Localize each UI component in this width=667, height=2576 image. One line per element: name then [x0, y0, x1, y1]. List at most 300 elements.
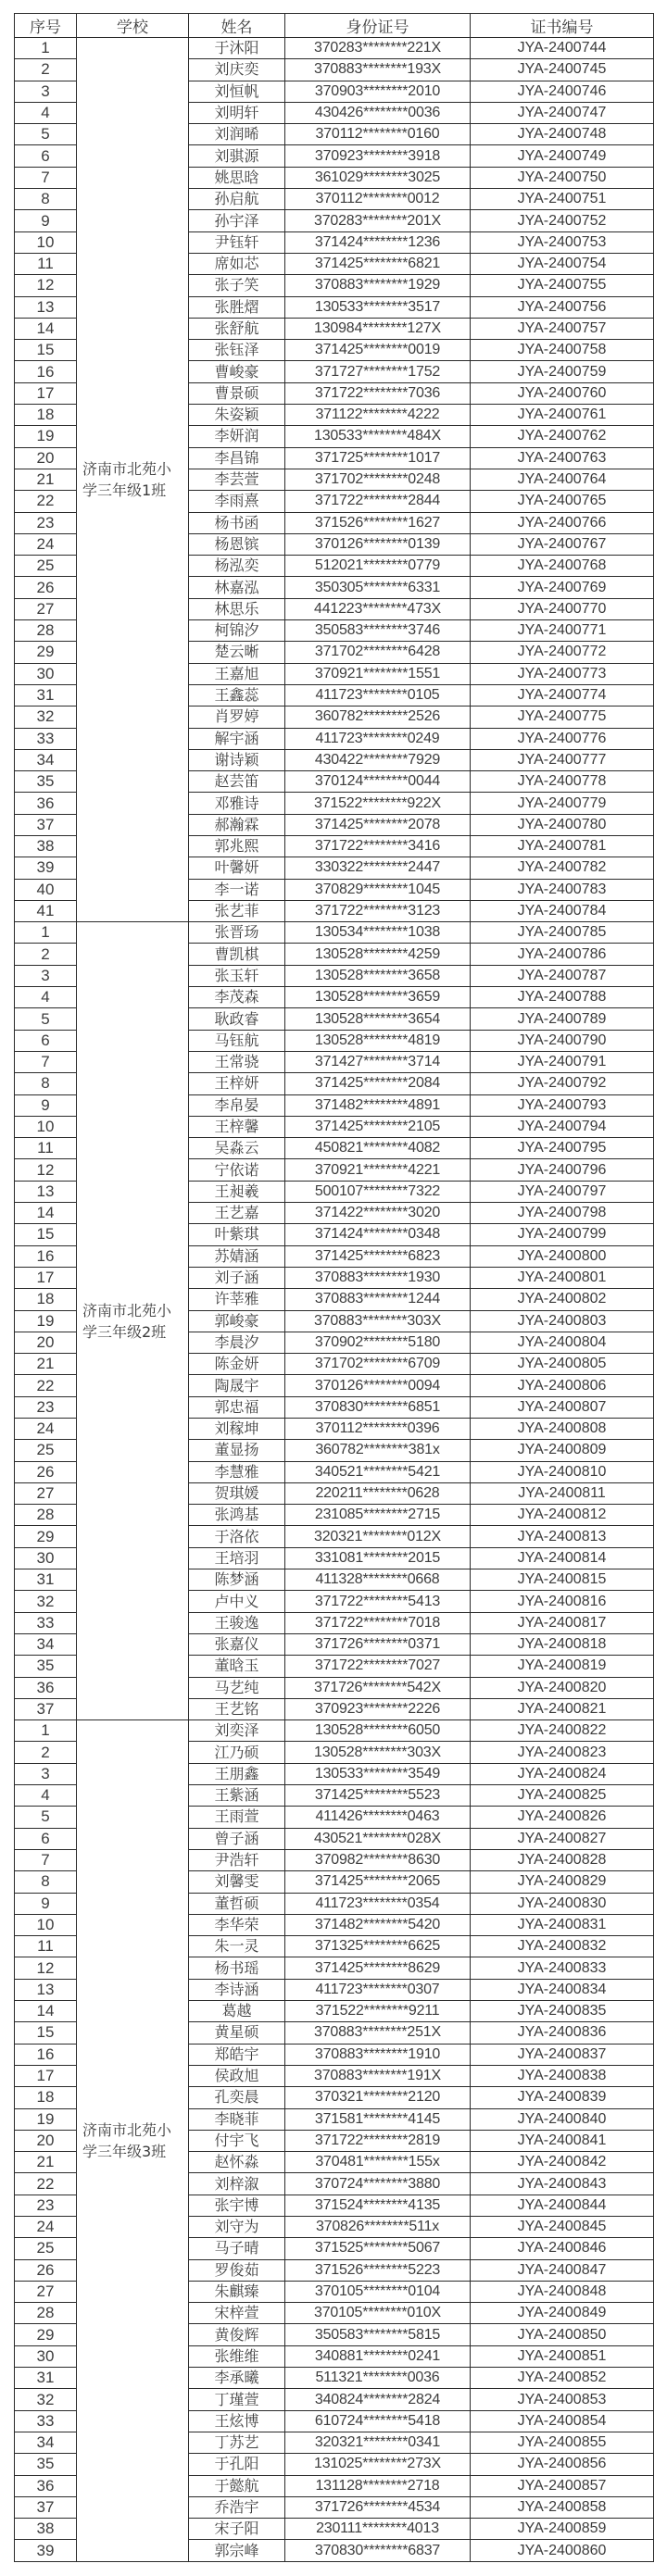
cell-id-number: 340881********0241 — [285, 2345, 471, 2367]
cell-name: 王常骁 — [189, 1051, 285, 1072]
cell-seq: 11 — [15, 1138, 77, 1159]
cell-cert-number: JYA-2400818 — [471, 1633, 654, 1655]
cell-name: 郭峻豪 — [189, 1310, 285, 1332]
cell-seq: 25 — [15, 2238, 77, 2259]
cell-cert-number: JYA-2400779 — [471, 793, 654, 814]
cell-seq: 16 — [15, 1245, 77, 1267]
cell-cert-number: JYA-2400810 — [471, 1461, 654, 1482]
header-seq: 序号 — [15, 14, 77, 38]
cell-name: 孙启航 — [189, 189, 285, 210]
cell-seq: 22 — [15, 2173, 77, 2195]
certificate-roster-sheet — [14, 13, 653, 2562]
cell-id-number: 220211********0628 — [285, 1482, 471, 1504]
table-row — [15, 1720, 654, 1742]
cell-id-number: 370724********3880 — [285, 2173, 471, 2195]
cell-name: 刘恒帆 — [189, 81, 285, 102]
cell-id-number: 370902********5180 — [285, 1332, 471, 1353]
cell-id-number: 371425********2078 — [285, 814, 471, 835]
cell-seq: 19 — [15, 2108, 77, 2130]
cell-cert-number: JYA-2400780 — [471, 814, 654, 835]
cell-seq: 13 — [15, 1979, 77, 2000]
cell-id-number: 130534********1038 — [285, 922, 471, 944]
cell-seq: 22 — [15, 491, 77, 512]
cell-id-number: 340521********5421 — [285, 1461, 471, 1482]
cell-name: 王梓妍 — [189, 1073, 285, 1094]
cell-name: 刘馨雯 — [189, 1871, 285, 1893]
cell-name: 李昌锦 — [189, 447, 285, 469]
cell-name: 黄俊辉 — [189, 2324, 285, 2345]
cell-seq: 32 — [15, 2389, 77, 2410]
cell-seq: 14 — [15, 2001, 77, 2022]
cell-name: 耿政睿 — [189, 1008, 285, 1030]
cell-cert-number: JYA-2400814 — [471, 1547, 654, 1569]
cell-id-number: 330322********2447 — [285, 857, 471, 879]
cell-id-number: 371425********2065 — [285, 1871, 471, 1893]
cell-id-number: 370883********1910 — [285, 2044, 471, 2065]
cell-id-number: 370883********1930 — [285, 1267, 471, 1288]
cell-seq: 23 — [15, 512, 77, 533]
cell-id-number: 320321********0341 — [285, 2432, 471, 2453]
cell-seq: 11 — [15, 253, 77, 274]
cell-name: 许莘雅 — [189, 1289, 285, 1310]
cell-id-number: 371425********5523 — [285, 1785, 471, 1807]
cell-name: 陈梦涵 — [189, 1569, 285, 1591]
cell-cert-number: JYA-2400829 — [471, 1871, 654, 1893]
cell-cert-number: JYA-2400782 — [471, 857, 654, 879]
cell-seq: 2 — [15, 1742, 77, 1763]
cell-id-number: 370923********2226 — [285, 1698, 471, 1719]
cell-seq: 5 — [15, 1008, 77, 1030]
cell-cert-number: JYA-2400757 — [471, 318, 654, 339]
cell-name: 曾子涵 — [189, 1828, 285, 1849]
cell-seq: 40 — [15, 879, 77, 900]
cell-seq: 21 — [15, 1354, 77, 1375]
cell-cert-number: JYA-2400765 — [471, 491, 654, 512]
cell-cert-number: JYA-2400827 — [471, 1828, 654, 1849]
cell-seq: 28 — [15, 620, 77, 642]
cell-name: 李诗涵 — [189, 1979, 285, 2000]
cell-name: 姚思晗 — [189, 167, 285, 188]
cell-seq: 14 — [15, 1203, 77, 1224]
cell-seq: 32 — [15, 1591, 77, 1612]
cell-cert-number: JYA-2400764 — [471, 469, 654, 490]
cell-name: 吴淼云 — [189, 1138, 285, 1159]
table-row — [15, 38, 654, 59]
cell-id-number: 371722********3123 — [285, 900, 471, 921]
cell-name: 林思乐 — [189, 598, 285, 619]
cell-cert-number: JYA-2400804 — [471, 1332, 654, 1353]
cell-seq: 29 — [15, 1526, 77, 1547]
cell-seq: 8 — [15, 189, 77, 210]
cell-seq: 8 — [15, 1871, 77, 1893]
cell-id-number: 370883********1929 — [285, 275, 471, 296]
cell-name: 王培羽 — [189, 1547, 285, 1569]
cell-name: 张胜熠 — [189, 296, 285, 318]
cell-seq: 23 — [15, 1396, 77, 1418]
cell-cert-number: JYA-2400781 — [471, 835, 654, 857]
cell-cert-number: JYA-2400816 — [471, 1591, 654, 1612]
cell-cert-number: JYA-2400771 — [471, 620, 654, 642]
cell-school-merged: 济南市北苑小学三年级3班 — [77, 1720, 189, 2562]
cell-seq: 16 — [15, 2044, 77, 2065]
cell-seq: 21 — [15, 2152, 77, 2173]
cell-cert-number: JYA-2400777 — [471, 749, 654, 770]
cell-seq: 20 — [15, 2130, 77, 2151]
cell-id-number: 131128********2718 — [285, 2475, 471, 2496]
cell-name: 丁苏艺 — [189, 2432, 285, 2453]
cell-seq: 26 — [15, 1461, 77, 1482]
cell-id-number: 350305********6331 — [285, 577, 471, 598]
cell-seq: 38 — [15, 2519, 77, 2540]
cell-id-number: 370105********0104 — [285, 2281, 471, 2302]
cell-cert-number: JYA-2400799 — [471, 1224, 654, 1245]
cell-cert-number: JYA-2400851 — [471, 2345, 654, 2367]
cell-seq: 6 — [15, 145, 77, 167]
cell-cert-number: JYA-2400854 — [471, 2410, 654, 2432]
cell-cert-number: JYA-2400803 — [471, 1310, 654, 1332]
cell-cert-number: JYA-2400819 — [471, 1656, 654, 1677]
cell-name: 王朋鑫 — [189, 1763, 285, 1784]
cell-name: 宁依诺 — [189, 1159, 285, 1181]
cell-id-number: 411723********0307 — [285, 1979, 471, 2000]
cell-id-number: 371524********4135 — [285, 2195, 471, 2216]
cell-id-number: 371425********6821 — [285, 253, 471, 274]
cell-seq: 1 — [15, 1720, 77, 1742]
cell-seq: 3 — [15, 965, 77, 986]
cell-id-number: 370883********1244 — [285, 1289, 471, 1310]
cell-seq: 18 — [15, 405, 77, 426]
cell-name: 李慧雅 — [189, 1461, 285, 1482]
cell-id-number: 371424********1236 — [285, 231, 471, 253]
cell-id-number: 370903********2010 — [285, 81, 471, 102]
cell-id-number: 371702********6709 — [285, 1354, 471, 1375]
cell-seq: 11 — [15, 1936, 77, 1957]
cell-id-number: 411426********0463 — [285, 1807, 471, 1828]
cell-name: 张玉轩 — [189, 965, 285, 986]
cell-seq: 15 — [15, 1224, 77, 1245]
cell-id-number: 130528********303X — [285, 1742, 471, 1763]
cell-cert-number: JYA-2400747 — [471, 102, 654, 123]
cell-id-number: 370883********251X — [285, 2022, 471, 2044]
cell-name: 王骏逸 — [189, 1612, 285, 1633]
cell-cert-number: JYA-2400843 — [471, 2173, 654, 2195]
cell-school-merged: 济南市北苑小学三年级1班 — [77, 38, 189, 922]
cell-seq: 24 — [15, 2216, 77, 2237]
cell-name: 李妍润 — [189, 426, 285, 447]
cell-cert-number: JYA-2400836 — [471, 2022, 654, 2044]
cell-name: 葛越 — [189, 2001, 285, 2022]
cell-cert-number: JYA-2400811 — [471, 1482, 654, 1504]
cell-seq: 33 — [15, 1612, 77, 1633]
cell-seq: 7 — [15, 1051, 77, 1072]
header-row — [15, 14, 654, 38]
cell-cert-number: JYA-2400844 — [471, 2195, 654, 2216]
cell-cert-number: JYA-2400821 — [471, 1698, 654, 1719]
cell-name: 赵芸笛 — [189, 771, 285, 793]
cell-seq: 29 — [15, 2324, 77, 2345]
cell-cert-number: JYA-2400800 — [471, 1245, 654, 1267]
cell-seq: 8 — [15, 1073, 77, 1094]
cell-seq: 27 — [15, 598, 77, 619]
cell-seq: 33 — [15, 728, 77, 749]
cell-id-number: 370112********0160 — [285, 124, 471, 145]
cell-cert-number: JYA-2400748 — [471, 124, 654, 145]
cell-seq: 15 — [15, 2022, 77, 2044]
cell-id-number: 371726********4534 — [285, 2496, 471, 2518]
cell-name: 刘奕泽 — [189, 1720, 285, 1742]
cell-name: 刘骐源 — [189, 145, 285, 167]
cell-cert-number: JYA-2400752 — [471, 210, 654, 231]
cell-seq: 28 — [15, 2303, 77, 2324]
cell-name: 叶馨妍 — [189, 857, 285, 879]
cell-cert-number: JYA-2400802 — [471, 1289, 654, 1310]
cell-name: 曹景硕 — [189, 382, 285, 404]
cell-name: 杨书瑶 — [189, 1957, 285, 1979]
cell-seq: 20 — [15, 447, 77, 469]
cell-name: 李一诺 — [189, 879, 285, 900]
cell-name: 郭兆熙 — [189, 835, 285, 857]
cell-seq: 32 — [15, 707, 77, 728]
cell-cert-number: JYA-2400823 — [471, 1742, 654, 1763]
cell-seq: 31 — [15, 684, 77, 706]
cell-id-number: 360782********381x — [285, 1440, 471, 1461]
cell-name: 李雨熹 — [189, 491, 285, 512]
cell-name: 杨恩镔 — [189, 533, 285, 555]
cell-cert-number: JYA-2400813 — [471, 1526, 654, 1547]
cell-name: 孙宇泽 — [189, 210, 285, 231]
cell-name: 席如芯 — [189, 253, 285, 274]
cell-id-number: 370826********511x — [285, 2216, 471, 2237]
cell-id-number: 130984********127X — [285, 318, 471, 339]
cell-id-number: 131025********273X — [285, 2454, 471, 2475]
cell-id-number: 371702********6428 — [285, 642, 471, 663]
cell-seq: 30 — [15, 1547, 77, 1569]
cell-id-number: 371425********2084 — [285, 1073, 471, 1094]
cell-cert-number: JYA-2400860 — [471, 2540, 654, 2561]
cell-name: 李晓菲 — [189, 2108, 285, 2130]
cell-seq: 25 — [15, 556, 77, 577]
cell-seq: 2 — [15, 944, 77, 965]
cell-cert-number: JYA-2400761 — [471, 405, 654, 426]
cell-name: 马子晴 — [189, 2238, 285, 2259]
cell-name: 曹凯棋 — [189, 944, 285, 965]
cell-name: 于沐阳 — [189, 38, 285, 59]
cell-cert-number: JYA-2400855 — [471, 2432, 654, 2453]
cell-seq: 15 — [15, 340, 77, 361]
cell-cert-number: JYA-2400798 — [471, 1203, 654, 1224]
cell-id-number: 370883********303X — [285, 1310, 471, 1332]
cell-seq: 13 — [15, 296, 77, 318]
cell-seq: 35 — [15, 1656, 77, 1677]
cell-id-number: 371725********1017 — [285, 447, 471, 469]
cell-id-number: 130533********3549 — [285, 1763, 471, 1784]
cell-id-number: 371722********2844 — [285, 491, 471, 512]
cell-id-number: 130533********484X — [285, 426, 471, 447]
cell-name: 张艺菲 — [189, 900, 285, 921]
cell-id-number: 130528********3654 — [285, 1008, 471, 1030]
cell-name: 张嘉仪 — [189, 1633, 285, 1655]
cell-seq: 36 — [15, 793, 77, 814]
cell-seq: 12 — [15, 1159, 77, 1181]
cell-name: 董晗玉 — [189, 1656, 285, 1677]
cell-id-number: 512021********0779 — [285, 556, 471, 577]
cell-cert-number: JYA-2400789 — [471, 1008, 654, 1030]
cell-cert-number: JYA-2400848 — [471, 2281, 654, 2302]
cell-seq: 17 — [15, 2065, 77, 2086]
cell-seq: 10 — [15, 231, 77, 253]
cell-name: 柯锦汐 — [189, 620, 285, 642]
cell-id-number: 370830********6851 — [285, 1396, 471, 1418]
cell-seq: 6 — [15, 1828, 77, 1849]
cell-cert-number: JYA-2400832 — [471, 1936, 654, 1957]
cell-seq: 34 — [15, 749, 77, 770]
cell-id-number: 360782********2526 — [285, 707, 471, 728]
cell-id-number: 370883********193X — [285, 59, 471, 81]
cell-id-number: 371722********3416 — [285, 835, 471, 857]
cell-name: 李晨汐 — [189, 1332, 285, 1353]
cell-seq: 1 — [15, 922, 77, 944]
cell-seq: 35 — [15, 2454, 77, 2475]
cell-cert-number: JYA-2400850 — [471, 2324, 654, 2345]
cell-name: 刘庆奕 — [189, 59, 285, 81]
cell-name: 张晋玚 — [189, 922, 285, 944]
cell-id-number: 361029********3025 — [285, 167, 471, 188]
cell-id-number: 430521********028X — [285, 1828, 471, 1849]
cell-cert-number: JYA-2400801 — [471, 1267, 654, 1288]
cell-name: 王艺嘉 — [189, 1203, 285, 1224]
cell-seq: 39 — [15, 2540, 77, 2561]
cell-seq: 22 — [15, 1375, 77, 1396]
cell-cert-number: JYA-2400776 — [471, 728, 654, 749]
cell-id-number: 371422********3020 — [285, 1203, 471, 1224]
cell-id-number: 340824********2824 — [285, 2389, 471, 2410]
cell-id-number: 371702********0248 — [285, 469, 471, 490]
cell-id-number: 130528********3659 — [285, 987, 471, 1008]
cell-cert-number: JYA-2400749 — [471, 145, 654, 167]
cell-id-number: 320321********012X — [285, 1526, 471, 1547]
cell-id-number: 130533********3517 — [285, 296, 471, 318]
cell-id-number: 370126********0139 — [285, 533, 471, 555]
cell-name: 马艺纯 — [189, 1677, 285, 1698]
cell-id-number: 371722********2819 — [285, 2130, 471, 2151]
cell-seq: 37 — [15, 1698, 77, 1719]
cell-name: 孔奕晨 — [189, 2087, 285, 2108]
cell-id-number: 331081********2015 — [285, 1547, 471, 1569]
cell-cert-number: JYA-2400857 — [471, 2475, 654, 2496]
cell-id-number: 371526********1627 — [285, 512, 471, 533]
cell-name: 谢诗颖 — [189, 749, 285, 770]
header-id-number: 身份证号 — [285, 14, 471, 38]
cell-seq: 25 — [15, 1440, 77, 1461]
cell-cert-number: JYA-2400837 — [471, 2044, 654, 2065]
cell-name: 付宇飞 — [189, 2130, 285, 2151]
cell-cert-number: JYA-2400826 — [471, 1807, 654, 1828]
cell-name: 刘明轩 — [189, 102, 285, 123]
cell-id-number: 371425********2105 — [285, 1116, 471, 1137]
cell-seq: 31 — [15, 2368, 77, 2389]
cell-id-number: 371425********6823 — [285, 1245, 471, 1267]
cell-cert-number: JYA-2400820 — [471, 1677, 654, 1698]
cell-cert-number: JYA-2400774 — [471, 684, 654, 706]
cell-id-number: 371726********0371 — [285, 1633, 471, 1655]
cell-id-number: 370921********1551 — [285, 663, 471, 684]
cell-seq: 24 — [15, 533, 77, 555]
cell-name: 林嘉泓 — [189, 577, 285, 598]
cell-id-number: 411328********0668 — [285, 1569, 471, 1591]
cell-cert-number: JYA-2400817 — [471, 1612, 654, 1633]
cell-seq: 19 — [15, 1310, 77, 1332]
cell-id-number: 370112********0012 — [285, 189, 471, 210]
cell-id-number: 450821********4082 — [285, 1138, 471, 1159]
cell-name: 苏婧涵 — [189, 1245, 285, 1267]
cell-cert-number: JYA-2400755 — [471, 275, 654, 296]
cell-id-number: 430422********7929 — [285, 749, 471, 770]
cell-cert-number: JYA-2400807 — [471, 1396, 654, 1418]
header-cert-number: 证书编号 — [471, 14, 654, 38]
cell-id-number: 370124********0044 — [285, 771, 471, 793]
cell-cert-number: JYA-2400762 — [471, 426, 654, 447]
cell-name: 杨书函 — [189, 512, 285, 533]
cell-name: 于懿航 — [189, 2475, 285, 2496]
cell-id-number: 500107********7322 — [285, 1181, 471, 1202]
cell-name: 王炫博 — [189, 2410, 285, 2432]
cell-cert-number: JYA-2400769 — [471, 577, 654, 598]
cell-cert-number: JYA-2400754 — [471, 253, 654, 274]
cell-id-number: 350583********5815 — [285, 2324, 471, 2345]
cell-name: 陈金妍 — [189, 1354, 285, 1375]
cell-id-number: 371325********6625 — [285, 1936, 471, 1957]
cell-seq: 6 — [15, 1030, 77, 1051]
cell-seq: 21 — [15, 469, 77, 490]
cell-id-number: 370883********191X — [285, 2065, 471, 2086]
cell-name: 张维维 — [189, 2345, 285, 2367]
cell-name: 郭宗峰 — [189, 2540, 285, 2561]
cell-id-number: 511321********0036 — [285, 2368, 471, 2389]
cell-name: 朱一灵 — [189, 1936, 285, 1957]
cell-cert-number: JYA-2400838 — [471, 2065, 654, 2086]
cell-name: 王梓馨 — [189, 1116, 285, 1137]
cell-name: 王紫涵 — [189, 1785, 285, 1807]
cell-name: 尹钰轩 — [189, 231, 285, 253]
header-school: 学校 — [77, 14, 189, 38]
cell-cert-number: JYA-2400834 — [471, 1979, 654, 2000]
cell-id-number: 371726********542X — [285, 1677, 471, 1698]
cell-seq: 12 — [15, 1957, 77, 1979]
cell-seq: 18 — [15, 1289, 77, 1310]
cell-seq: 24 — [15, 1419, 77, 1440]
cell-id-number: 371581********4145 — [285, 2108, 471, 2130]
cell-seq: 38 — [15, 835, 77, 857]
cell-name: 王鑫蕊 — [189, 684, 285, 706]
cell-cert-number: JYA-2400772 — [471, 642, 654, 663]
cell-seq: 26 — [15, 2259, 77, 2281]
header-name: 姓名 — [189, 14, 285, 38]
cell-seq: 19 — [15, 426, 77, 447]
cell-cert-number: JYA-2400784 — [471, 900, 654, 921]
cell-cert-number: JYA-2400759 — [471, 361, 654, 382]
cell-name: 陶晟宇 — [189, 1375, 285, 1396]
cell-seq: 5 — [15, 124, 77, 145]
cell-cert-number: JYA-2400839 — [471, 2087, 654, 2108]
cell-name: 张子笑 — [189, 275, 285, 296]
cell-name: 张舒航 — [189, 318, 285, 339]
cell-name: 郝瀚霖 — [189, 814, 285, 835]
cell-id-number: 371424********0348 — [285, 1224, 471, 1245]
cell-cert-number: JYA-2400806 — [471, 1375, 654, 1396]
cell-id-number: 371425********8629 — [285, 1957, 471, 1979]
cell-seq: 10 — [15, 1914, 77, 1935]
cell-name: 杨泓奕 — [189, 556, 285, 577]
